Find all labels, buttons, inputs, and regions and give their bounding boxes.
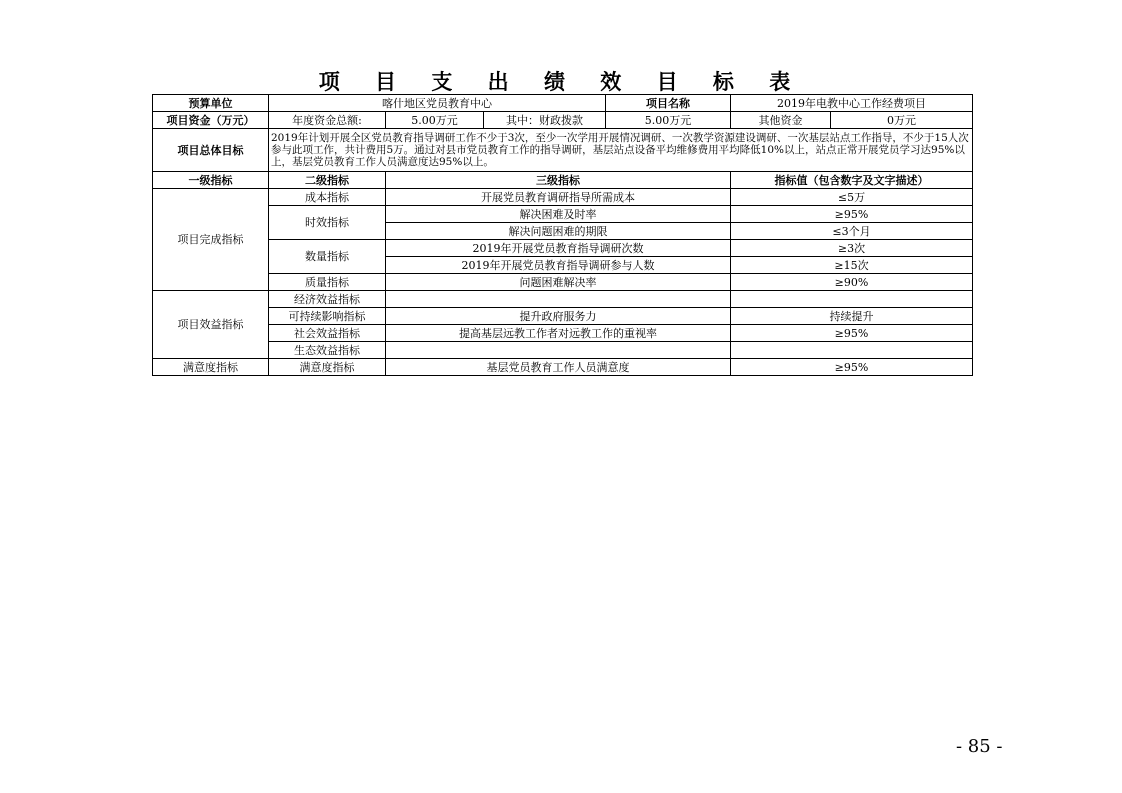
funds-label: 项目资金（万元） — [153, 112, 269, 129]
funds-row — [153, 112, 973, 129]
level2-cell: 时效指标 — [269, 206, 386, 240]
table-row — [153, 274, 973, 291]
value-cell: ≥95% — [731, 359, 973, 376]
value-cell: ≤5万 — [731, 189, 973, 206]
value-cell: ≥90% — [731, 274, 973, 291]
value-cell: ≤3个月 — [731, 223, 973, 240]
level3-cell: 2019年开展党员教育指导调研次数 — [386, 240, 731, 257]
performance-table — [152, 94, 973, 376]
annual-total-label: 年度资金总额: — [269, 112, 386, 129]
level3-cell: 2019年开展党员教育指导调研参与人数 — [386, 257, 731, 274]
level3-cell — [386, 342, 731, 359]
group-satisfaction: 满意度指标 — [153, 359, 269, 376]
overall-goal-label: 项目总体目标 — [153, 129, 269, 172]
column-header-level2: 二级指标 — [269, 172, 386, 189]
table-row — [153, 240, 973, 257]
level3-cell: 基层党员教育工作人员满意度 — [386, 359, 731, 376]
page-number: - 85 - — [956, 736, 1003, 757]
level3-cell: 提升政府服务力 — [386, 308, 731, 325]
budget-unit-value: 喀什地区党员教育中心 — [269, 95, 606, 112]
project-name-label: 项目名称 — [606, 95, 731, 112]
budget-row — [153, 95, 973, 112]
other-funds-value: 0万元 — [831, 112, 973, 129]
level2-cell: 数量指标 — [269, 240, 386, 274]
level3-cell: 提高基层远教工作者对远教工作的重视率 — [386, 325, 731, 342]
other-funds-label: 其他资金 — [731, 112, 831, 129]
level2-cell: 可持续影响指标 — [269, 308, 386, 325]
table-row — [153, 189, 973, 206]
level3-cell: 问题困难解决率 — [386, 274, 731, 291]
column-header-value: 指标值（包含数字及文字描述） — [731, 172, 973, 189]
level3-cell: 解决困难及时率 — [386, 206, 731, 223]
value-cell: ≥95% — [731, 206, 973, 223]
column-header-level3: 三级指标 — [386, 172, 731, 189]
value-cell: ≥95% — [731, 325, 973, 342]
column-header-row — [153, 172, 973, 189]
value-cell: 持续提升 — [731, 308, 973, 325]
value-cell — [731, 291, 973, 308]
level2-cell: 满意度指标 — [269, 359, 386, 376]
table-row — [153, 291, 973, 308]
level3-cell — [386, 291, 731, 308]
level2-cell: 质量指标 — [269, 274, 386, 291]
value-cell — [731, 342, 973, 359]
level3-cell: 解决问题困难的期限 — [386, 223, 731, 240]
table-row — [153, 342, 973, 359]
fiscal-label: 其中：财政拨款 — [484, 112, 606, 129]
level2-cell: 成本指标 — [269, 189, 386, 206]
table-row — [153, 359, 973, 376]
value-cell: ≥3次 — [731, 240, 973, 257]
group-completion: 项目完成指标 — [153, 189, 269, 291]
table-row — [153, 206, 973, 223]
table-row — [153, 308, 973, 325]
value-cell: ≥15次 — [731, 257, 973, 274]
annual-total-value: 5.00万元 — [386, 112, 484, 129]
project-name-value: 2019年电教中心工作经费项目 — [731, 95, 973, 112]
table-row — [153, 325, 973, 342]
level3-cell: 开展党员教育调研指导所需成本 — [386, 189, 731, 206]
page-title: 项 目 支 出 绩 效 目 标 表 — [318, 70, 805, 94]
overall-goal-text: 2019年计划开展全区党员教育指导调研工作不少于3次，至少一次学用开展情况调研、一次教学资源建设调研、一次基层站点工作指导，不少于15人次参与此项工作，共计费用5万。通过对县市党员教育工作的指导调研，基层站点设备平均维修费用平均降低10%以上，站点正常开展党员学习达95%以上，基层党员教育工作人员满意度达95%以上。 — [269, 129, 973, 172]
budget-unit-label: 预算单位 — [153, 95, 269, 112]
column-header-level1: 一级指标 — [153, 172, 269, 189]
group-benefit: 项目效益指标 — [153, 291, 269, 359]
level2-cell: 生态效益指标 — [269, 342, 386, 359]
overall-goal-row — [153, 129, 973, 172]
fiscal-value: 5.00万元 — [606, 112, 731, 129]
level2-cell: 经济效益指标 — [269, 291, 386, 308]
level2-cell: 社会效益指标 — [269, 325, 386, 342]
